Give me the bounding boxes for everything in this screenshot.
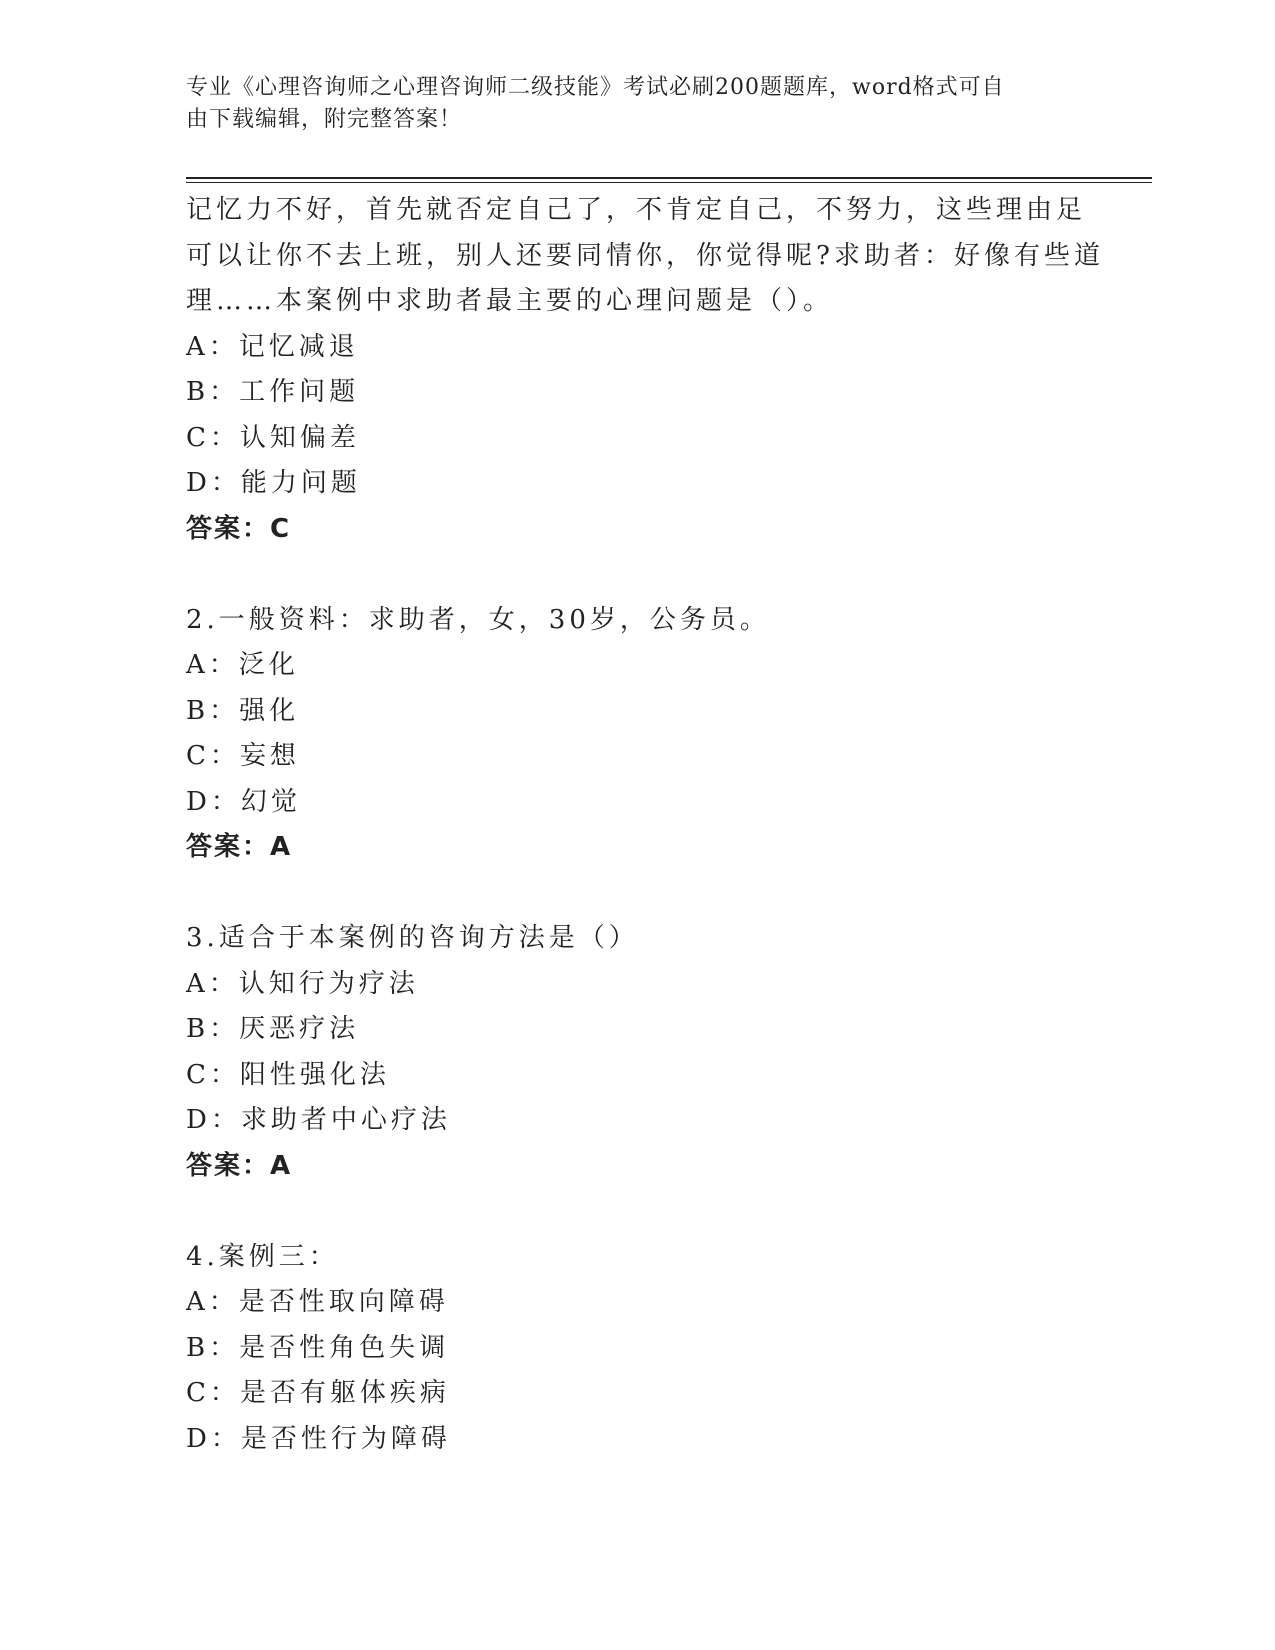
question-4-option-a: A：是否性取向障碍: [186, 1287, 449, 1317]
header-divider-thick: [186, 177, 1152, 179]
question-1-stem-line-3: 理……本案例中求助者最主要的心理问题是（）。: [186, 286, 834, 316]
question-2-answer: 答案：A: [186, 832, 293, 862]
question-1-stem-line-2: 可以让你不去上班，别人还要同情你，你觉得呢?求助者：好像有些道: [186, 240, 1104, 271]
question-list: [186, 188, 1104, 1462]
question-2-option-b: B：强化: [186, 695, 300, 726]
question-4-option-b: B：是否性角色失调: [186, 1332, 450, 1363]
question-1-answer: 答案：C: [186, 513, 292, 544]
question-spacer: [186, 1189, 1086, 1235]
question-2-stem: 2.一般资料：求助者，女，30岁，公务员。: [186, 604, 770, 635]
document-header: [186, 72, 1066, 136]
question-2: [186, 598, 1086, 871]
question-3-answer: 答案：A: [186, 1150, 293, 1181]
header-divider-thin: [186, 182, 1152, 183]
question-4-option-c: C：是否有躯体疾病: [186, 1378, 450, 1408]
question-1-option-b: B：工作问题: [186, 377, 360, 407]
question-2-option-a: A：泛化: [186, 650, 299, 680]
question-3: [186, 916, 1086, 1189]
header-line-1: 专业《心理咨询师之心理咨询师二级技能》考试必刷200题题库，word格式可自: [186, 75, 1005, 100]
question-3-option-c: C：阳性强化法: [186, 1059, 390, 1090]
question-1: [186, 188, 1104, 552]
question-3-option-b: B：厌恶疗法: [186, 1014, 360, 1044]
question-2-option-d: D：幻觉: [186, 786, 301, 817]
question-4: [186, 1235, 1086, 1463]
question-3-stem: 3.适合于本案例的咨询方法是（）: [186, 923, 639, 953]
question-2-option-c: C：妄想: [186, 741, 300, 771]
question-spacer: [186, 552, 1086, 598]
question-1-option-c: C：认知偏差: [186, 422, 360, 453]
question-1-option-a: A：记忆减退: [186, 331, 359, 362]
question-1-stem-line-1: 记忆力不好，首先就否定自己了，不肯定自己，不努力，这些理由足: [186, 195, 1087, 225]
question-3-option-a: A：认知行为疗法: [186, 968, 419, 999]
question-1-option-d: D：能力问题: [186, 468, 361, 498]
question-spacer: [186, 871, 1086, 917]
header-line-2: 由下载编辑，附完整答案！: [186, 107, 463, 132]
question-4-option-d: D：是否性行为障碍: [186, 1423, 451, 1454]
question-4-stem: 4.案例三：: [186, 1241, 339, 1272]
question-3-option-d: D：求助者中心疗法: [186, 1105, 451, 1135]
